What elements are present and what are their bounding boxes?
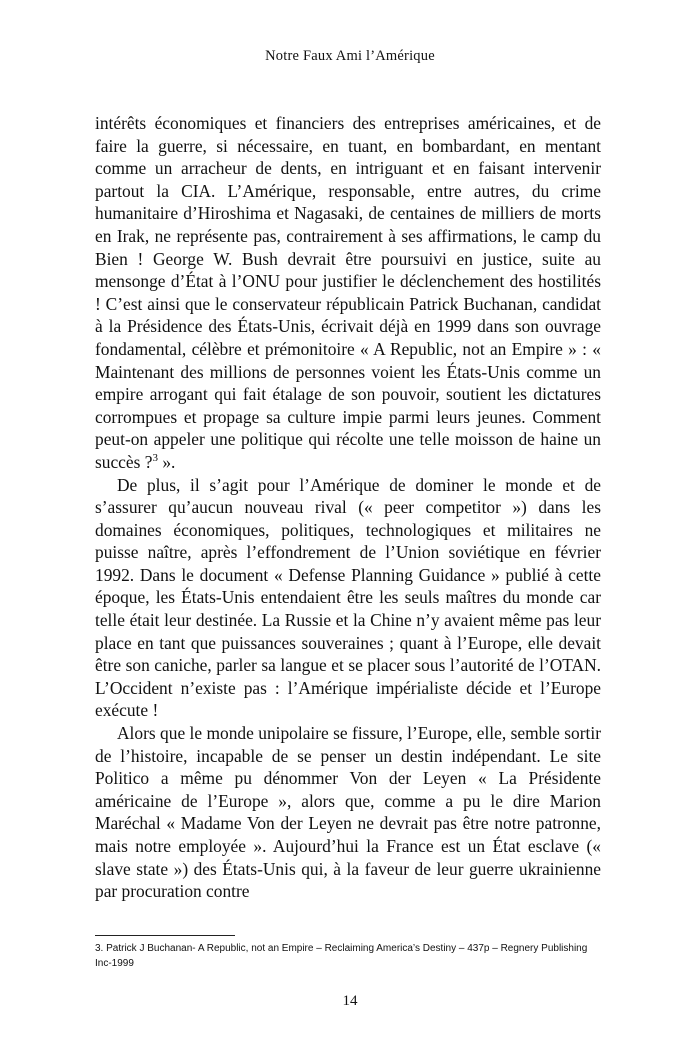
paragraph-2: De plus, il s’agit pour l’Amérique de dominer le monde et de s’assurer qu’aucun nouveau rival (« peer competitor ») dans les domaines économiques, politiques, technologiques et militaires ne puisse naître, après l’effondrement de l’Union soviétique en février 1992. Dans le document « Defense Planning Guidance » publié à cette époque, les États-Unis entendaient être les seuls maîtres du monde car telle était leur destinée. La Russie et la Chine n’y avaient même pas leur place en tant que puissances souveraines ; quant à l’Europe, elle devait être son caniche, parler sa langue et se placer sous l’autorité de l’OTAN. L’Occident n’existe pas : l’Amérique impérialiste décide et l’Europe exécute ! bbox=[95, 474, 601, 721]
footnote-divider bbox=[95, 935, 235, 936]
body-text bbox=[95, 112, 601, 903]
footnote: 3. Patrick J Buchanan- A Republic, not an Empire – Reclaiming America’s Destiny – 437p – Regnery Publishing Inc-1999 bbox=[95, 943, 588, 969]
running-header: Notre Faux Ami l’Amérique bbox=[265, 48, 435, 64]
paragraph-1-text: intérêts économiques et financiers des entreprises américaines, et de faire la guerre, si nécessaire, en tuant, en bombardant, en mentant comme un arracheur de dents, en intriguant et en faisant intervenir partout la CIA. L’Amérique, responsable, entre autres, du crime humanitaire d’Hiroshima et Nagasaki, de centaines de milliers de morts en Irak, ne représente pas, contrairement à ses affirmations, le camp du Bien ! George W. Bush devrait être poursuivi en justice, suite au mensonge d’État à l’ONU pour justifier le déclenchement des hostilités ! C’est ainsi que le conservateur républicain Patrick Buchanan, candidat à la Présidence des États-Unis, écrivait déjà en 1999 dans son ouvrage fondamental, célèbre et prémonitoire « A Republic, not an Empire » : « Maintenant des millions de personnes voient les États-Unis comme un empire arrogant qui fait étalage de son pouvoir, soutient les dictatures corrompues et propage sa culture impie parmi leurs jeunes. Comment peut-on appeler une politique qui récolte une telle moisson de haine un succès ? bbox=[95, 113, 601, 472]
paragraph-1 bbox=[95, 112, 601, 474]
paragraph-3: Alors que le monde unipolaire se fissure, l’Europe, elle, semble sortir de l’histoire, incapable de se penser un destin indépendant. Le site Politico a même pu dénommer Von der Leyen « La Présidente américaine de l’Europe », alors que, comme a pu le dire Marion Maréchal « Madame Von der Leyen ne devrait pas être notre patronne, mais notre employée ». Aujourd’hui la France est un État esclave (« slave state ») des États-Unis qui, à la faveur de leur guerre ukrainienne par procuration contre bbox=[95, 723, 601, 902]
footnote-reference: 3 bbox=[152, 452, 158, 465]
page-number: 14 bbox=[342, 993, 358, 1009]
paragraph-1-end: ». bbox=[157, 451, 176, 472]
